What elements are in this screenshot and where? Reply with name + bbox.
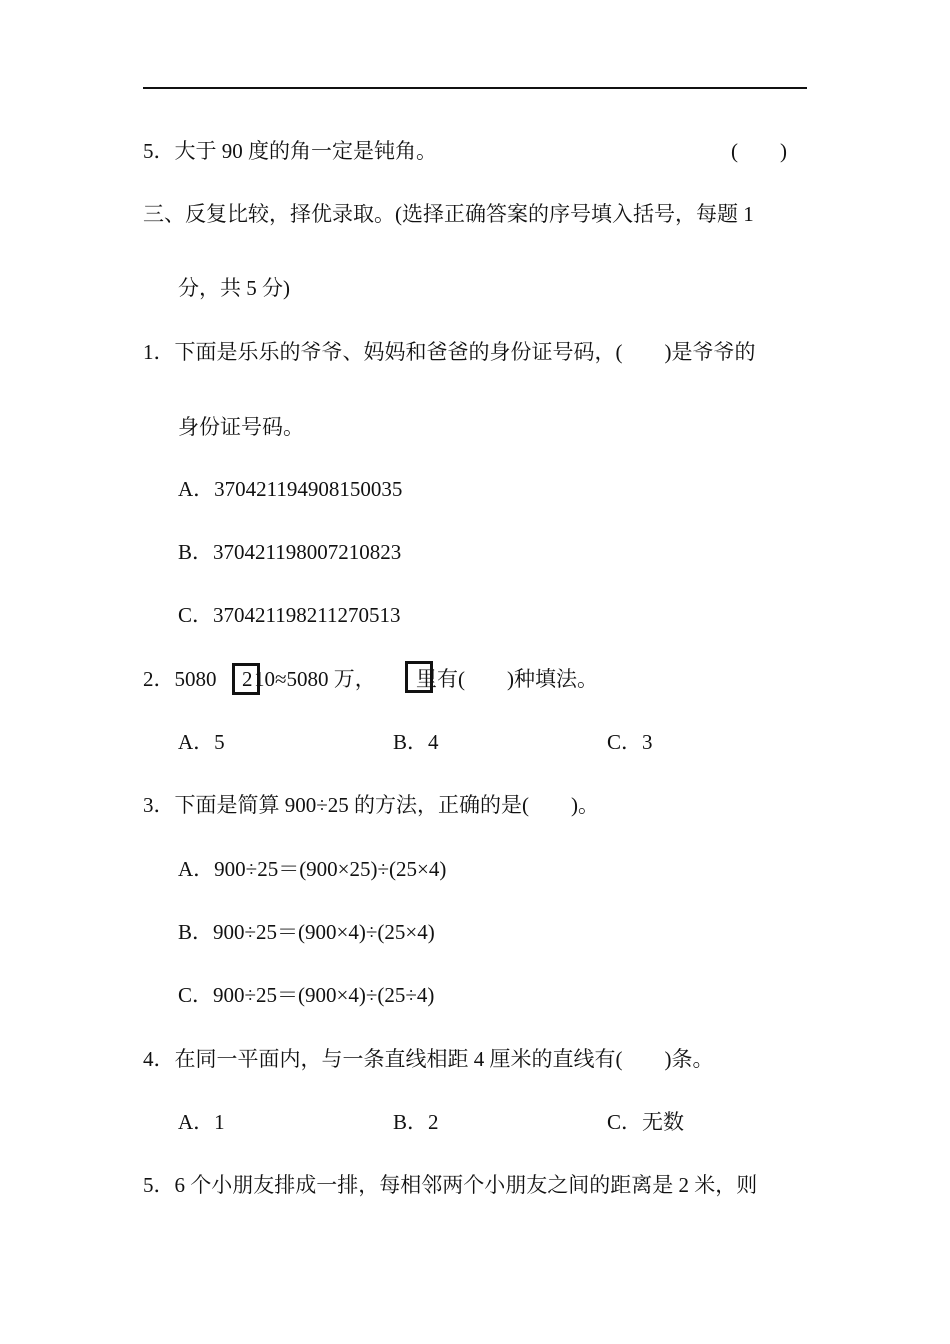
question-number: 5． [143,1173,175,1197]
fill-box[interactable] [232,663,260,695]
question-text: 6 个小朋友排成一排，每相邻两个小朋友之间的距离是 2 米，则 [174,1173,758,1197]
option-a[interactable]: A．5 [178,730,225,754]
option-c[interactable]: C．无数 [607,1110,685,1134]
question-2 [143,664,217,694]
option-b[interactable]: B．4 [393,730,439,754]
option-c[interactable]: C．900÷25＝(900×4)÷(25÷4) [178,983,435,1007]
option-b[interactable]: B．900÷25＝(900×4)÷(25×4) [178,920,435,944]
question-number: 2． [143,667,175,691]
judge-question-5 [143,136,437,166]
option-c[interactable]: C．370421198211270513 [178,603,401,627]
question-4 [143,1044,713,1074]
question-text: 大于 90 度的角一定是钝角。 [174,139,437,163]
option-a[interactable]: A．1 [178,1110,225,1134]
question-2-text: 10≈5080 万， [254,667,376,691]
question-3 [143,790,599,820]
option-b[interactable]: B．370421198007210823 [178,540,402,564]
fill-box-reference [405,661,433,693]
question-number: 4． [143,1047,175,1071]
question-2-text: 里有( )种填法。 [416,667,598,691]
question-1 [143,337,755,367]
question-text: 下面是简算 900÷25 的方法，正确的是( )。 [174,793,600,817]
header-rule [143,87,807,89]
section-title: 三、反复比较，择优录取。(选择正确答案的序号填入括号，每题 1 [143,202,754,226]
question-number: 5． [143,139,175,163]
question-1-continued: 身份证号码。 [178,415,304,439]
question-text: 下面是乐乐的爷爷、妈妈和爸爸的身份证号码，( )是爷爷的 [174,340,756,364]
option-a[interactable]: A．900÷25＝(900×25)÷(25×4) [178,857,447,881]
option-b[interactable]: B．2 [393,1110,439,1134]
question-number: 3． [143,793,175,817]
question-5 [143,1170,757,1200]
option-c[interactable]: C．3 [607,730,653,754]
question-text: 在同一平面内，与一条直线相距 4 厘米的直线有( )条。 [174,1047,714,1071]
answer-blank[interactable]: ( ) [731,139,787,163]
section-title-continued: 分，共 5 分) [178,276,290,300]
question-text-part: 5080 [174,667,217,691]
option-a[interactable]: A．370421194908150035 [178,477,403,501]
question-2-digit: 2 [242,667,253,691]
question-number: 1． [143,340,175,364]
